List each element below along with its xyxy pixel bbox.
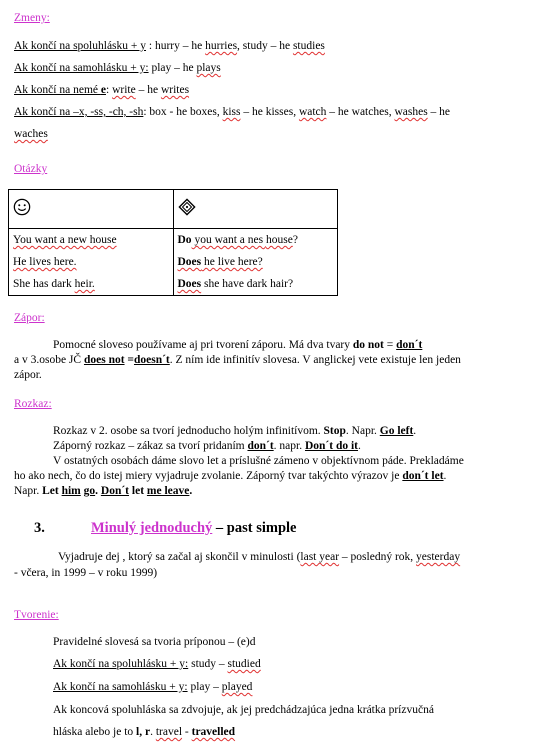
example-word: write [112, 84, 136, 96]
rule-sibilant [14, 105, 450, 119]
tvorenie-line-1: Pravidelné slovesá sa tvoria príponou – (e)d [53, 636, 256, 648]
example-word: plays [196, 62, 221, 74]
example-word: washes [394, 106, 428, 118]
rule-silent-e [14, 83, 189, 97]
heading-zmeny: Zmeny: [14, 12, 50, 24]
tvorenie-line-3: Ak končí na samohlásku + y: play – played [53, 681, 253, 693]
rozkaz-line-1: Rozkaz v 2. osobe sa tvorí jednoducho holým infinitívom. Stop. Napr. Go left. [53, 425, 417, 437]
statement-line: He lives here. [13, 256, 77, 268]
table-cell [173, 190, 338, 229]
table-row [9, 190, 338, 229]
rule-label-bold: e [100, 84, 106, 96]
question-line: Does she have dark hair? [177, 278, 294, 290]
tvorenie-line-4: Ak koncová spoluhláska sa zdvojuje, ak jej predchádzajúca jedna krátka prízvučná [53, 704, 434, 716]
rule-label: Ak končí na nemé [14, 84, 101, 96]
questions-cell [173, 229, 338, 296]
rozkaz-line-4: ho ako nech, čo do istej miery vyjadruje zvolanie. Záporný tvar takýchto výrazov je don´t let. [14, 470, 447, 482]
example-word: hurries [205, 40, 238, 52]
example-word: watch [298, 106, 327, 118]
section-title-sk: Minulý jednoduchý [91, 520, 213, 536]
table-row [9, 229, 338, 296]
section-desc-line-2: - včera, in 1999 – v roku 1999) [14, 567, 158, 579]
rule-label-colon: : [105, 84, 110, 96]
rule-text: play – he [148, 62, 197, 74]
rozkaz-line-2: Záporný rozkaz – zákaz sa tvorí pridaním don´t. napr. Don´t do it. [53, 440, 361, 452]
rozkaz-line-3: V ostatných osobách dáme slovo let a príslušné zámeno v objektívnom páde. Prekladáme [53, 455, 464, 467]
example-word: kiss [222, 106, 241, 118]
rule-consonant-y [14, 39, 325, 53]
tvorenie-line-2: Ak končí na spoluhlásku + y: study – studied [53, 658, 261, 670]
section-desc-line-1: Vyjadruje dej , ktorý sa začal aj skončil v minulosti (last year – posledný rok, yesterday [58, 551, 461, 563]
rule-label: Ak končí na spoluhlásku + y [14, 40, 147, 52]
example-word: studies [292, 40, 325, 52]
questions-table [8, 189, 338, 296]
rule-label: Ak končí na –x, -ss, -ch, -sh [14, 106, 144, 118]
section-title [91, 521, 296, 535]
rule-sibilant-continued: waches [14, 128, 48, 140]
question-diamond-icon [178, 198, 196, 216]
rozkaz-line-5: Napr. Let him go. Don´t let me leave. [14, 485, 193, 497]
question-line: Do you want a nes house? [177, 234, 298, 246]
zapor-line-3: zápor. [14, 369, 42, 381]
rule-vowel-y [14, 61, 221, 75]
question-line: Does he live here? [177, 256, 263, 268]
rule-text: – he [135, 84, 161, 96]
heading-rozkaz: Rozkaz: [14, 398, 52, 410]
section-title-en: – past simple [212, 520, 297, 536]
example-word: writes [160, 84, 190, 96]
zapor-line-1: Pomocné sloveso používame aj pri tvorení záporu. Má dva tvary do not = don´t [53, 339, 423, 351]
rule-text: – he watches, [326, 106, 395, 118]
rule-text: , study – he [237, 40, 293, 52]
statements-cell [9, 229, 174, 296]
table-cell [9, 190, 174, 229]
rule-label: Ak končí na samohlásku + y: [14, 62, 149, 74]
heading-otazky: Otázky [14, 163, 48, 175]
zapor-line-2: a v 3.osobe JČ does not =doesn´t. Z ním ide infinitív slovesa. V anglickej vete existuje len jeden [14, 354, 461, 366]
rule-text: – he [427, 106, 451, 118]
rule-text: : hurry – he [146, 40, 206, 52]
statement-line: You want a new house [13, 234, 117, 246]
rule-text: : box - he boxes, [143, 106, 223, 118]
statement-line: She has dark heir. [13, 278, 95, 290]
tvorenie-line-5: hláska alebo je to l, r. travel - travelled [53, 726, 236, 738]
smiley-icon [13, 198, 31, 216]
heading-tvorenie: Tvorenie: [14, 609, 59, 621]
heading-zapor: Zápor: [14, 312, 45, 324]
section-number: 3. [34, 520, 45, 536]
rule-text: – he kisses, [240, 106, 299, 118]
